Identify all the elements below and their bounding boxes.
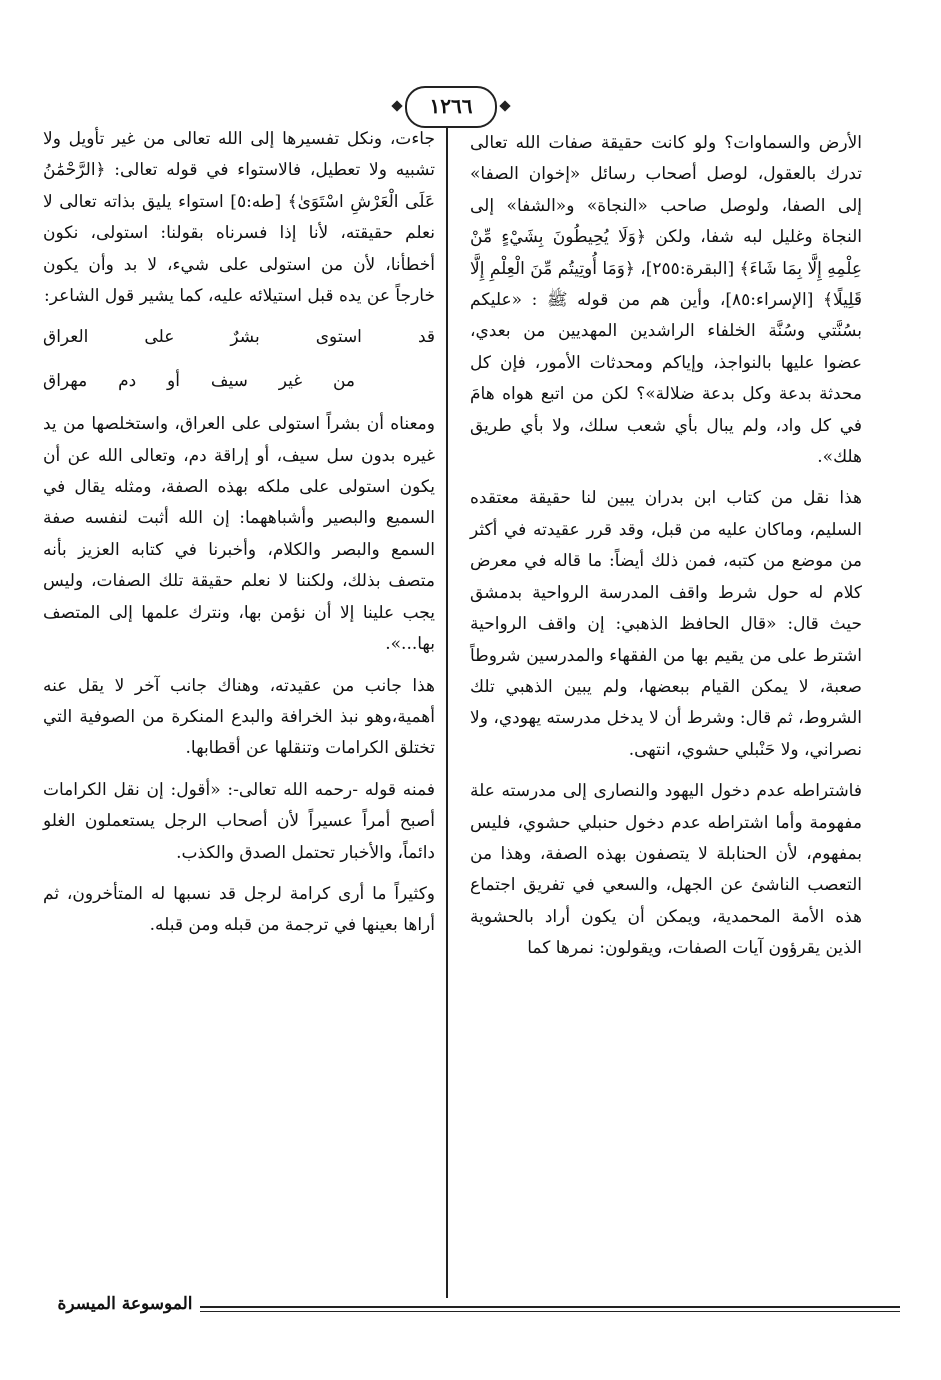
left-paragraph-4: فمنه قوله -رحمه الله تعالى-: «أقول: إن نقل الكرامات أصبح أمراً عسيراً لأن أصحاب الرجل يستعملون الغلو دائماً، والأخبار تحتمل الصدق والكذب. xyxy=(43,779,435,863)
page-number: ١٢٦٦ xyxy=(405,86,497,128)
footer-title: الموسوعة الميسرة xyxy=(57,1294,193,1314)
poem-verse-line-1: قد استوى بشرٌ على العراق xyxy=(43,327,435,348)
footer-rule xyxy=(200,1306,900,1308)
left-paragraph-1: جاءت، ونكل تفسيرها إلى الله تعالى من غير تأويل ولا تشبيه ولا تعطيل، فالاستواء في قوله تعالى: ﴿الرَّحْمَٰنُ عَلَى الْعَرْشِ اسْتَوَىٰ﴾ [طه:٥] استواء يليق بذاته تعالى لا نعلم حقيقته، لأنا إذا فسرناه بقولنا: استولى، نكون أخطأنا، لأن من استولى على شيء، لا بد وأن يكون خارجاً عن يده قبل استيلائه عليه، كما يشير قول الشاعر: xyxy=(43,129,435,307)
left-column xyxy=(43,124,435,952)
right-paragraph-2: هذا نقل من كتاب ابن بدران يبين لنا حقيقة معتقده السليم، وماكان عليه من قبل، وقد قرر عقيدته في أكثر من موضع من كتبه، فمن ذلك أيضاً: ما قاله في معرض كلام له حول شرط واقف المدرسة الرواحية بدمشق حيث قال: «قال الحافظ الذهبي: إن واقف الرواحية اشترط على من يقيم بها من الفقهاء والمدرسين شروطاً صعبة، لا يمكن القيام ببعضها، ولم يبين الذهبي تلك الشروط، ثم قال: وشرط أن لا يدخل مدرسته يهودي، ولا نصراني، ولا حَنْبلي حشوي، انتهى. xyxy=(470,488,862,760)
right-paragraph-3: فاشتراطه عدم دخول اليهود والنصارى إلى مدرسته علة مفهومة وأما اشتراطه عدم دخول حنبلي حشوي، فليس بمفهوم، لأن الحنابلة لا يتصفون بهذه الصفة، وهذا من التعصب الناشئ عن الجهل، والسعي في تفريق اجتماع هذه الأمة المحمدية، ويمكن أن يكون أراد بالحشوية الذين يقرؤون آيات الصفات، ويقولون: نمرها كما xyxy=(470,781,862,959)
left-paragraph-3: هذا جانب من عقيدته، وهناك جانب آخر لا يقل عنه أهمية،وهو نبذ الخرافة والبدع المنكرة من الصوفية التي تختلق الكرامات وتنقلها عن أقطابها. xyxy=(43,675,435,759)
left-paragraph-5: وكثيراً ما أرى كرامة لرجل قد نسبها له المتأخرون، ثم أراها بعينها في ترجمة من قبله ومن قبله. xyxy=(43,883,435,936)
poem-verse-line-2: من غير سيف أو دم مهراق xyxy=(43,370,355,391)
footer-rule-thin xyxy=(200,1311,900,1312)
right-paragraph-1: الأرض والسماوات؟ ولو كانت حقيقة صفات الله تعالى تدرك بالعقول، لوصل أصحاب رسائل «إخوان الصفا» إلى الصفا، ولوصل صاحب «النجاة» و«الشفا» إلى النجاة وغليل لبه شفا، ولكن ﴿وَلَا يُحِيطُونَ بِشَيْءٍ مِّنْ عِلْمِهِ إِلَّا بِمَا شَاءَ﴾ [البقرة:٢٥٥]، ﴿وَمَا أُوتِيتُم مِّنَ الْعِلْمِ إِلَّا قَلِيلًا﴾ [الإسراء:٨٥]، وأين هم من قوله ﷺ : «عليكم بسُنَّتي وسُنَّة الخلفاء الراشدين المهديين من بعدي، عضوا عليها بالنواجذ، وإياكم ومحدثات الأمور، فإن كل محدثة بدعة وكل بدعة ضلالة»؟ لكن من اتبع هواه هامَ في كل واد، ولم يبال بأي شعب سلك، ولا بأي طريق هلك». xyxy=(470,133,862,468)
right-column xyxy=(470,128,862,975)
column-divider xyxy=(446,128,448,1298)
left-paragraph-2: ومعناه أن بشراً استولى على العراق، واستخلصها من يد غيره بدون سل سيف، أو إراقة دم، وتعالى الله عن أن يكون استولى على ملكه بهذه الصفة، ومثله يقال في السميع والبصير وأشباههما: إن الله أثبت لنفسه صفة السمع والبصر والكلام، وأخبرنا في كتابه العزيز بأنه متصف بذلك، ولكننا لا نعلم حقيقة تلك الصفات، وليس يجب علينا إلا أن نؤمن بها، ونترك علمها إلى المتصف بها...». xyxy=(43,414,435,655)
